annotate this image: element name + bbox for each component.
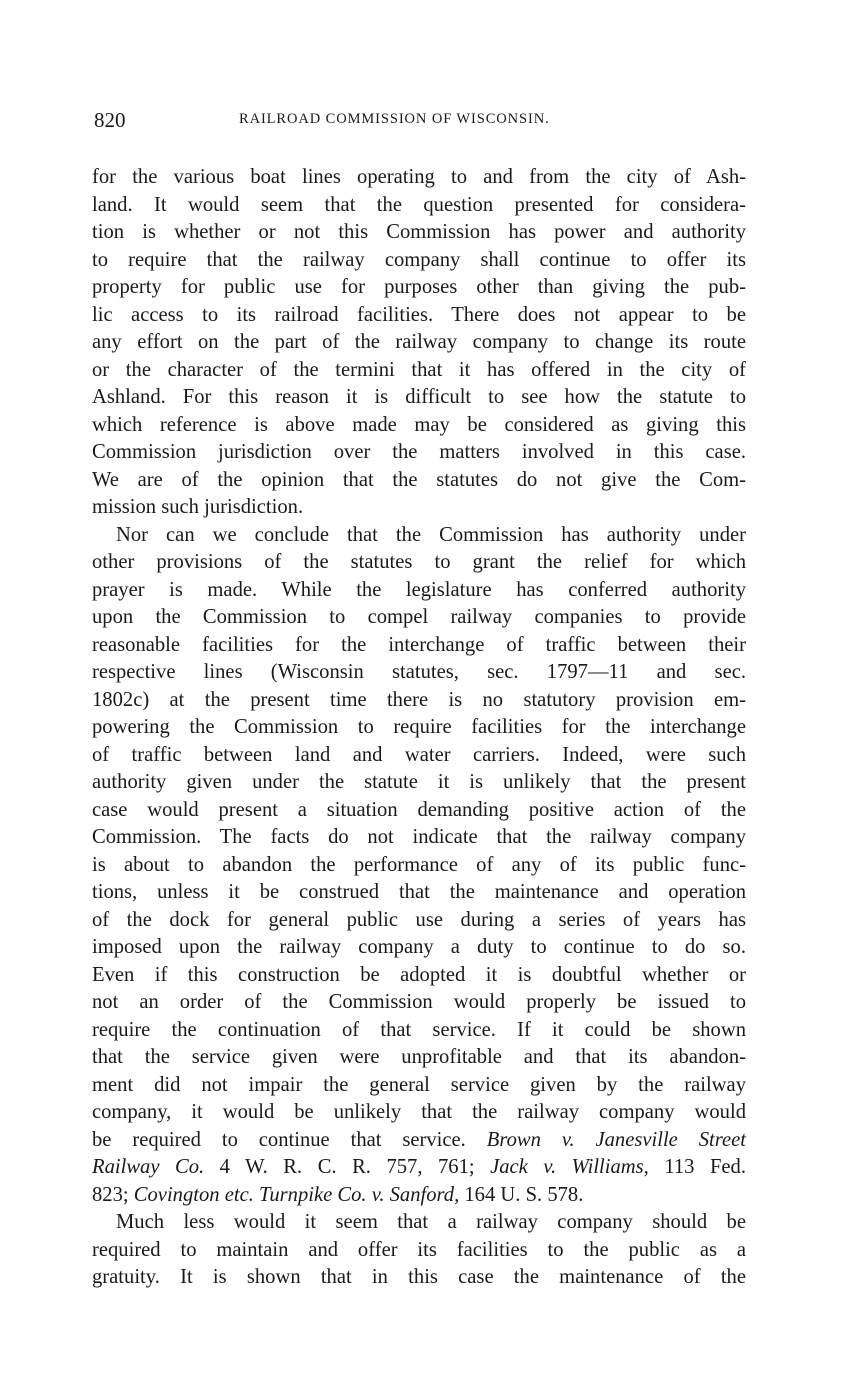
case-citation: Railway Co. — [92, 1156, 205, 1178]
text-run: 113 Fed. — [648, 1156, 746, 1178]
citation-line — [92, 1154, 746, 1182]
text-line: tion is whether or not this Commission has power and authority — [92, 221, 746, 243]
text-line: ment did not impair the general service given by the railway — [92, 1073, 746, 1096]
text-line: or the character of the termini that it has offered in the city of — [92, 358, 746, 381]
text-line: authority given under the statute it is unlikely that the present — [92, 771, 746, 793]
text-line: Even if this construction be adopted it is doubtful whether or — [92, 963, 746, 986]
citation-line — [92, 1127, 746, 1155]
body-text — [92, 164, 746, 1292]
case-citation: Brown v. Janesville Street — [486, 1128, 746, 1151]
text-run: be required to continue that service. — [92, 1128, 487, 1151]
text-line: any effort on the part of the railway company to change its route — [92, 331, 746, 353]
text-line: case would present a situation demanding positive action of the — [92, 798, 746, 821]
citation-line — [92, 1182, 746, 1210]
text-line: Nor can we conclude that the Commission has authority under — [116, 523, 746, 546]
text-line: is about to abandon the performance of any of its public func- — [92, 853, 746, 876]
text-line: reasonable facilities for the interchange of traffic between their — [92, 633, 746, 656]
text-line: other provisions of the statutes to grant the relief for which — [92, 551, 746, 573]
text-line: for the various boat lines operating to and from the city of Ash- — [92, 166, 746, 188]
text-line: not an order of the Commission would properly be issued to — [92, 991, 746, 1013]
text-line: prayer is made. While the legislature has conferred authority — [92, 578, 746, 601]
text-line: upon the Commission to compel railway companies to provide — [92, 606, 746, 628]
text-line: Ashland. For this reason it is difficult to see how the statute to — [92, 386, 746, 408]
text-line: Commission jurisdiction over the matters involved in this case. — [92, 441, 746, 463]
case-citation: Jack v. Williams, — [490, 1156, 649, 1178]
text-line: imposed upon the railway company a duty to continue to do so. — [92, 936, 746, 958]
text-line: which reference is above made may be considered as giving this — [92, 413, 746, 436]
case-citation: Covington etc. Turnpike Co. v. Sanford, — [133, 1183, 460, 1206]
text-line: of the dock for general public use during a series of years has — [92, 908, 746, 931]
text-line: required to maintain and offer its facilities to the public as a — [92, 1238, 746, 1261]
paragraph-3 — [92, 1209, 746, 1292]
text-line: land. It would seem that the question presented for considera- — [92, 193, 746, 216]
text-line: to require that the railway company shall continue to offer its — [92, 248, 746, 271]
text-line: company, it would be unlikely that the railway company would — [92, 1101, 746, 1123]
text-line: Much less would it seem that a railway company should be — [116, 1211, 746, 1233]
text-line: We are of the opinion that the statutes do not give the Com- — [92, 468, 746, 491]
paragraph-2 — [92, 522, 746, 1210]
text-line: respective lines (Wisconsin statutes, sec. 1797—11 and sec. — [92, 661, 746, 683]
page-number: 820 — [94, 108, 126, 132]
paragraph-1 — [92, 164, 746, 522]
text-run: 823; — [92, 1183, 134, 1206]
text-run: 164 U. S. 578. — [459, 1183, 584, 1206]
text-line: lic access to its railroad facilities. There does not appear to be — [92, 303, 746, 326]
text-line: require the continuation of that service. If it could be shown — [92, 1018, 746, 1041]
text-line: mission such jurisdiction. — [92, 496, 304, 518]
text-line: Commission. The facts do not indicate that the railway company — [92, 826, 746, 848]
text-line: 1802c) at the present time there is no statutory provision em- — [92, 688, 746, 711]
text-line: gratuity. It is shown that in this case the maintenance of the — [92, 1266, 746, 1288]
text-line: tions, unless it be construed that the maintenance and operation — [92, 881, 746, 903]
running-head: RAILROAD COMMISSION OF WISCONSIN. — [239, 111, 550, 127]
text-line: of traffic between land and water carriers. Indeed, were such — [92, 743, 746, 766]
text-line: powering the Commission to require facilities for the interchange — [92, 716, 746, 738]
text-run: 4 W. R. C. R. 757, 761; — [204, 1156, 491, 1178]
text-line: property for public use for purposes other than giving the pub- — [92, 276, 746, 298]
text-line: that the service given were unprofitable and that its abandon- — [92, 1046, 746, 1068]
